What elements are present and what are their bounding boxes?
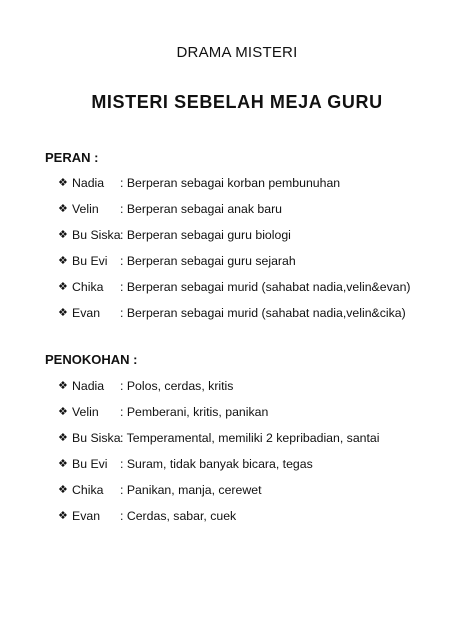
diamond-bullet-icon: ❖: [58, 307, 68, 319]
diamond-bullet-icon: ❖: [58, 510, 68, 522]
character-name: Bu Evi: [72, 254, 108, 268]
character-name: Velin: [72, 202, 99, 216]
character-role: : Berperan sebagai murid (sahabat nadia,velin&cika): [120, 306, 406, 320]
character-role: : Berperan sebagai murid (sahabat nadia,velin&evan): [120, 280, 411, 294]
diamond-bullet-icon: ❖: [58, 406, 68, 418]
section-heading-peran: PERAN :: [45, 150, 99, 165]
character-name: Chika: [72, 280, 104, 294]
diamond-bullet-icon: ❖: [58, 380, 68, 392]
character-name: Velin: [72, 405, 99, 419]
character-name: Bu Evi: [72, 457, 108, 471]
diamond-bullet-icon: ❖: [58, 255, 68, 267]
character-traits: : Panikan, manja, cerewet: [120, 483, 262, 497]
character-traits: : Polos, cerdas, kritis: [120, 379, 234, 393]
diamond-bullet-icon: ❖: [58, 281, 68, 293]
character-name: Chika: [72, 483, 104, 497]
document-title: MISTERI SEBELAH MEJA GURU: [91, 92, 383, 112]
character-traits: : Temperamental, memiliki 2 kepribadian, santai: [120, 431, 380, 445]
character-role: : Berperan sebagai guru biologi: [120, 228, 291, 242]
diamond-bullet-icon: ❖: [58, 177, 68, 189]
diamond-bullet-icon: ❖: [58, 432, 68, 444]
diamond-bullet-icon: ❖: [58, 203, 68, 215]
character-traits: : Cerdas, sabar, cuek: [120, 509, 237, 523]
character-name: Evan: [72, 306, 101, 320]
character-role: : Berperan sebagai korban pembunuhan: [120, 176, 341, 190]
document-label: DRAMA MISTERI: [176, 44, 298, 61]
character-name: Bu Siska: [72, 431, 121, 445]
character-name: Bu Siska: [72, 228, 121, 242]
character-name: Nadia: [72, 176, 105, 190]
character-name: Nadia: [72, 379, 105, 393]
diamond-bullet-icon: ❖: [58, 484, 68, 496]
character-traits: : Suram, tidak banyak bicara, tegas: [120, 457, 313, 471]
diamond-bullet-icon: ❖: [58, 229, 68, 241]
character-role: : Berperan sebagai anak baru: [120, 202, 283, 216]
diamond-bullet-icon: ❖: [58, 458, 68, 470]
section-heading-penokohan: PENOKOHAN :: [45, 352, 138, 367]
character-role: : Berperan sebagai guru sejarah: [120, 254, 296, 268]
character-name: Evan: [72, 509, 101, 523]
character-traits: : Pemberani, kritis, panikan: [120, 405, 269, 419]
